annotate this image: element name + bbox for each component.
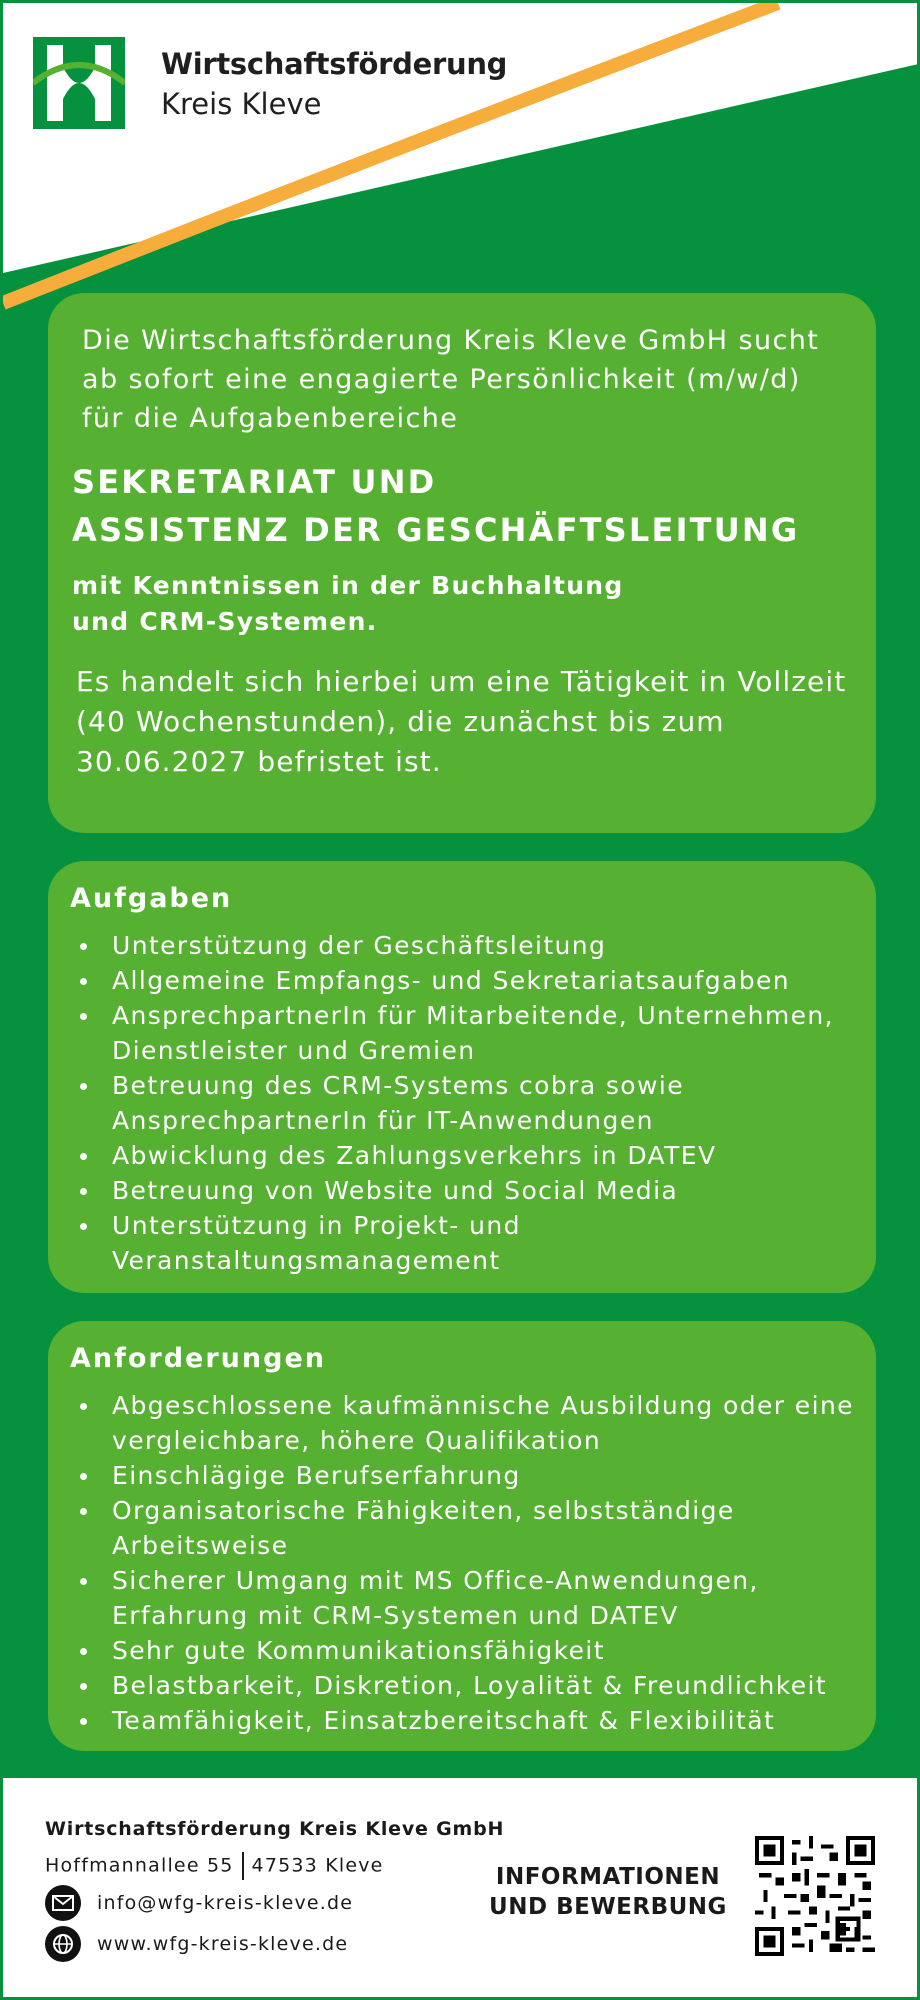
list-item: Abgeschlossene kaufmännische Ausbildung oder eine vergleichbare, höhere Qualifikation xyxy=(70,1388,854,1458)
intro-card xyxy=(48,293,876,833)
requirements-list xyxy=(70,1388,854,1738)
job-title-line2: ASSISTENZ DER GESCHÄFTSLEITUNG xyxy=(72,511,800,549)
footer-website-row[interactable] xyxy=(45,1926,348,1962)
tasks-heading: Aufgaben xyxy=(70,883,233,914)
address-divider xyxy=(242,1852,244,1880)
brand-line1: Wirtschaftsförderung xyxy=(161,47,508,81)
list-item: Abwicklung des Zahlungsverkehrs in DATEV xyxy=(70,1138,854,1173)
cta-text xyxy=(473,1862,743,1922)
job-title-line1: SEKRETARIAT UND xyxy=(72,463,437,501)
list-item: Unterstützung in Projekt- und Veranstaltungsmanagement xyxy=(70,1208,854,1278)
list-item: Organisatorische Fähigkeiten, selbstständige Arbeitsweise xyxy=(70,1493,854,1563)
list-item: Unterstützung der Geschäftsleitung xyxy=(70,928,854,963)
job-subtitle-line2: und CRM-Systemen. xyxy=(72,607,378,636)
footer-city: 47533 Kleve xyxy=(251,1854,384,1877)
employment-details: Es handelt sich hierbei um eine Tätigkeit in Vollzeit (40 Wochenstunden), die zunächst bis zum 30.06.2027 befristet ist. xyxy=(76,665,847,778)
brand-name xyxy=(161,47,507,121)
footer-address xyxy=(45,1852,384,1880)
job-subtitle-line1: mit Kenntnissen in der Buchhaltung xyxy=(72,571,624,600)
mail-icon xyxy=(45,1885,81,1921)
footer-company: Wirtschaftsförderung Kreis Kleve GmbH xyxy=(45,1818,505,1840)
qr-code-icon[interactable] xyxy=(755,1836,875,1956)
requirements-card xyxy=(48,1321,876,1751)
cta-line1: INFORMATIONEN xyxy=(495,1864,721,1890)
list-item: Teamfähigkeit, Einsatzbereitschaft & Flexibilität xyxy=(70,1703,854,1738)
footer-street: Hoffmannallee 55 xyxy=(45,1854,234,1877)
requirements-heading: Anforderungen xyxy=(70,1343,326,1374)
tasks-list xyxy=(70,928,854,1278)
job-subtitle xyxy=(72,568,852,640)
footer-email-link[interactable]: info@wfg-kreis-kleve.de xyxy=(97,1892,354,1914)
logo-icon xyxy=(33,37,125,129)
list-item: Allgemeine Empfangs- und Sekretariatsaufgaben xyxy=(70,963,854,998)
list-item: AnsprechpartnerIn für Mitarbeitende, Unternehmen, Dienstleister und Gremien xyxy=(70,998,854,1068)
brand-line2: Kreis Kleve xyxy=(161,87,322,121)
list-item: Sehr gute Kommunikationsfähigkeit xyxy=(70,1633,854,1668)
list-item: Betreuung von Website und Social Media xyxy=(70,1173,854,1208)
globe-icon xyxy=(45,1926,81,1962)
list-item: Belastbarkeit, Diskretion, Loyalität & Freundlichkeit xyxy=(70,1668,854,1703)
list-item: Betreuung des CRM-Systems cobra sowie AnsprechpartnerIn für IT-Anwendungen xyxy=(70,1068,854,1138)
job-title xyxy=(72,458,852,554)
cta-line2: UND BEWERBUNG xyxy=(489,1894,727,1920)
footer-email-row[interactable] xyxy=(45,1885,353,1921)
list-item: Einschlägige Berufserfahrung xyxy=(70,1458,854,1493)
tasks-card xyxy=(48,861,876,1293)
list-item: Sicherer Umgang mit MS Office-Anwendungen, Erfahrung mit CRM-Systemen und DATEV xyxy=(70,1563,854,1633)
footer xyxy=(3,1778,917,1997)
intro-text: Die Wirtschaftsförderung Kreis Kleve GmbH sucht ab sofort eine engagierte Persönlichkeit (m/w/d) für die Aufgabenbereiche xyxy=(82,325,820,434)
footer-website-link[interactable]: www.wfg-kreis-kleve.de xyxy=(97,1933,349,1955)
